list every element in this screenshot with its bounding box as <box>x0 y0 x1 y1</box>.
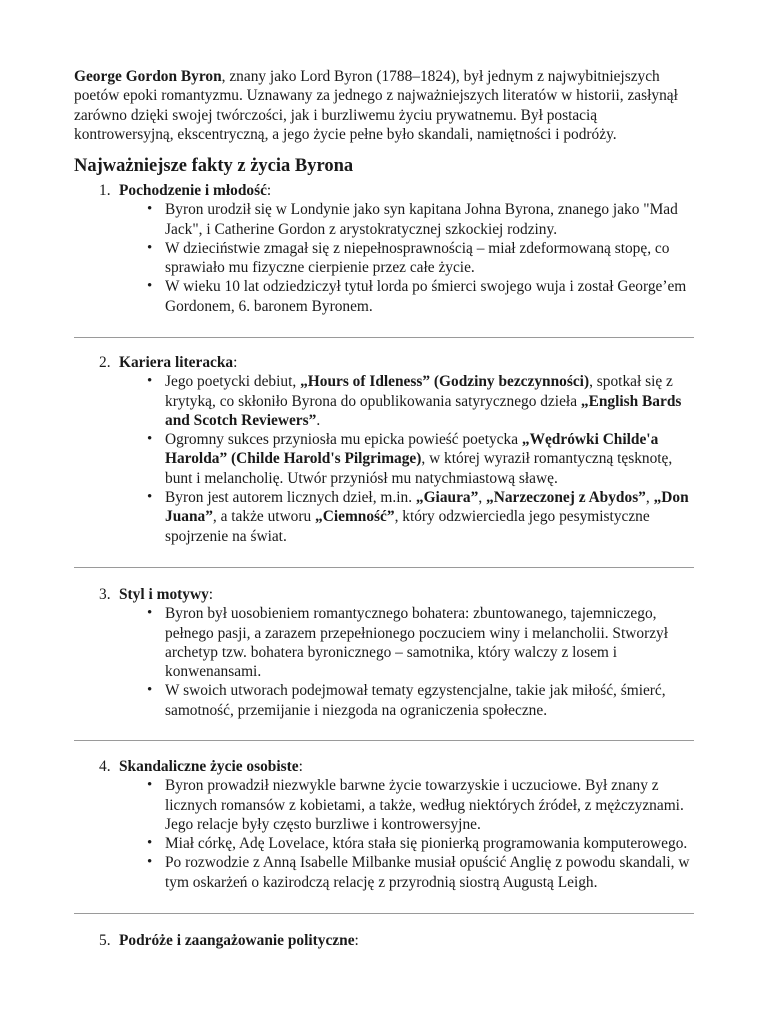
bullet-text: Ogromny sukces przyniosła mu epicka powieść poetycka <box>165 431 522 449</box>
list-number: 2. <box>99 354 111 371</box>
horizontal-divider <box>74 913 694 914</box>
list-item-title <box>74 181 696 200</box>
list-item-origins <box>74 181 696 316</box>
list-item-title <box>74 931 696 950</box>
intro-name: George Gordon Byron <box>74 68 222 85</box>
bullet-item: • Byron był uosobieniem romantycznego bohatera: zbuntowanego, tajemniczego, pełnego pasji, a zarazem przepełnionego poczuciem winy i melancholii. Stworzył archetyp tzw. bohatera byronicznego – samotnika, który walczy z losem i konwenansami. <box>165 604 696 681</box>
colon: : <box>233 354 238 371</box>
list-item-career <box>74 353 696 546</box>
bullet-text: Byron jest autorem licznych dzieł, m.in. <box>165 489 416 507</box>
work-title: „Hours of Idleness” (Godziny bezczynności) <box>300 373 590 391</box>
work-title: „Narzeczonej z Abydos” <box>486 489 646 507</box>
bullet-text: , a także utworu <box>212 508 316 526</box>
bullet-item <box>165 430 696 488</box>
bullet-text: , <box>645 489 654 507</box>
intro-text: , znany jako Lord Byron (1788–1824), był jednym z najwybitniejszych poetów epoki romantyzmu. Uznawany za jednego z najważniejszych literatów w historii, zasłynął zarówno dzięki swojej twórczości, jak i burzliwemu życiu prywatnemu. Był postacią kontrowersyjną, ekscentryczną, a jego życie pełne było skandali, namiętności i podróży. <box>74 68 678 143</box>
bullet-text: , który odzwierciedla jego pesymistyczne spojrzenie na świat. <box>165 508 650 545</box>
colon: : <box>354 932 359 949</box>
list-item-heading: Skandaliczne życie osobiste <box>119 758 299 775</box>
horizontal-divider <box>74 337 694 338</box>
bullet-item: • Byron prowadził niezwykle barwne życie towarzyskie i uczuciowe. Był znany z licznych romansów z kobietami, a także, według niektórych źródeł, z mężczyznami. Jego relacje były często burzliwe i kontrowersyjne. <box>165 776 696 834</box>
bullet-text: Jego poetycki debiut, <box>165 373 301 391</box>
work-title: „Wędrówki Childe'a Harolda” (Childe Harold's Pilgrimage) <box>165 431 659 468</box>
bullet-text: , <box>478 489 487 507</box>
work-title: „Ciemność” <box>315 508 395 526</box>
list-number: 5. <box>99 932 111 949</box>
bullet-list <box>74 776 696 892</box>
list-item-title <box>74 353 696 372</box>
list-item-title <box>74 757 696 776</box>
list-item-heading: Styl i motywy <box>119 586 209 603</box>
list-item-personal-life <box>74 757 696 892</box>
bullet-text: , w której wyraził romantyczną tęsknotę, bunt i melancholię. Utwór przyniósł mu natychmiastową sławę. <box>165 450 673 487</box>
bullet-item: • W swoich utworach podejmował tematy egzystencjalne, takie jak miłość, śmierć, samotność, przemijanie i niezgoda na ograniczenia społeczne. <box>165 681 696 720</box>
list-number: 4. <box>99 758 111 775</box>
bullet-list <box>74 200 696 316</box>
bullet-list <box>74 372 696 546</box>
bullet-item: • W dzieciństwie zmagał się z niepełnosprawnością – miał zdeformowaną stopę, co sprawiało mu fizyczne cierpienie przez całe życie. <box>165 239 696 278</box>
horizontal-divider <box>74 740 694 741</box>
list-item-heading: Kariera literacka <box>119 354 234 371</box>
bullet-item: • Byron urodził się w Londynie jako syn kapitana Johna Byrona, znanego jako "Mad Jack", i Catherine Gordon z arystokratycznej szkockiej rodziny. <box>165 200 696 239</box>
list-number: 1. <box>99 182 111 199</box>
bullet-text: , spotkał się z krytyką, co skłoniło Byrona do opublikowania satyrycznego dzieła <box>165 373 673 410</box>
bullet-item <box>165 488 696 546</box>
list-item-title <box>74 585 696 604</box>
colon: : <box>266 182 272 199</box>
bullet-list <box>74 604 696 720</box>
colon: : <box>208 586 214 603</box>
list-item-style <box>74 585 696 720</box>
list-item-heading: Podróże i zaangażowanie polityczne <box>119 932 355 949</box>
colon: : <box>298 758 303 775</box>
work-title: „Giaura” <box>415 489 479 507</box>
work-title: „English Bards and Scotch Reviewers” <box>165 392 682 429</box>
bullet-item: • Miał córkę, Adę Lovelace, która stała się pionierką programowania komputerowego. <box>165 834 696 853</box>
bullet-item: • W wieku 10 lat odziedziczył tytuł lorda po śmierci swojego wuja i został George’em Gordonem, 6. baronem Byronem. <box>165 277 696 316</box>
list-item-heading: Pochodzenie i młodość <box>119 182 267 199</box>
list-number: 3. <box>99 586 111 603</box>
bullet-text: . <box>316 411 321 429</box>
bullet-item: • Po rozwodzie z Anną Isabelle Milbanke musiał opuścić Anglię z powodu skandali, w tym oskarżeń o kazirodczą relację z przyrodnią siostrą Augustą Leigh. <box>165 853 696 892</box>
intro-paragraph <box>74 67 696 144</box>
work-title: „Don Juana” <box>165 489 689 526</box>
bullet-item <box>165 372 696 430</box>
horizontal-divider <box>74 567 694 568</box>
list-item-travels <box>74 931 696 950</box>
section-heading: Najważniejsze fakty z życia Byrona <box>74 156 354 176</box>
